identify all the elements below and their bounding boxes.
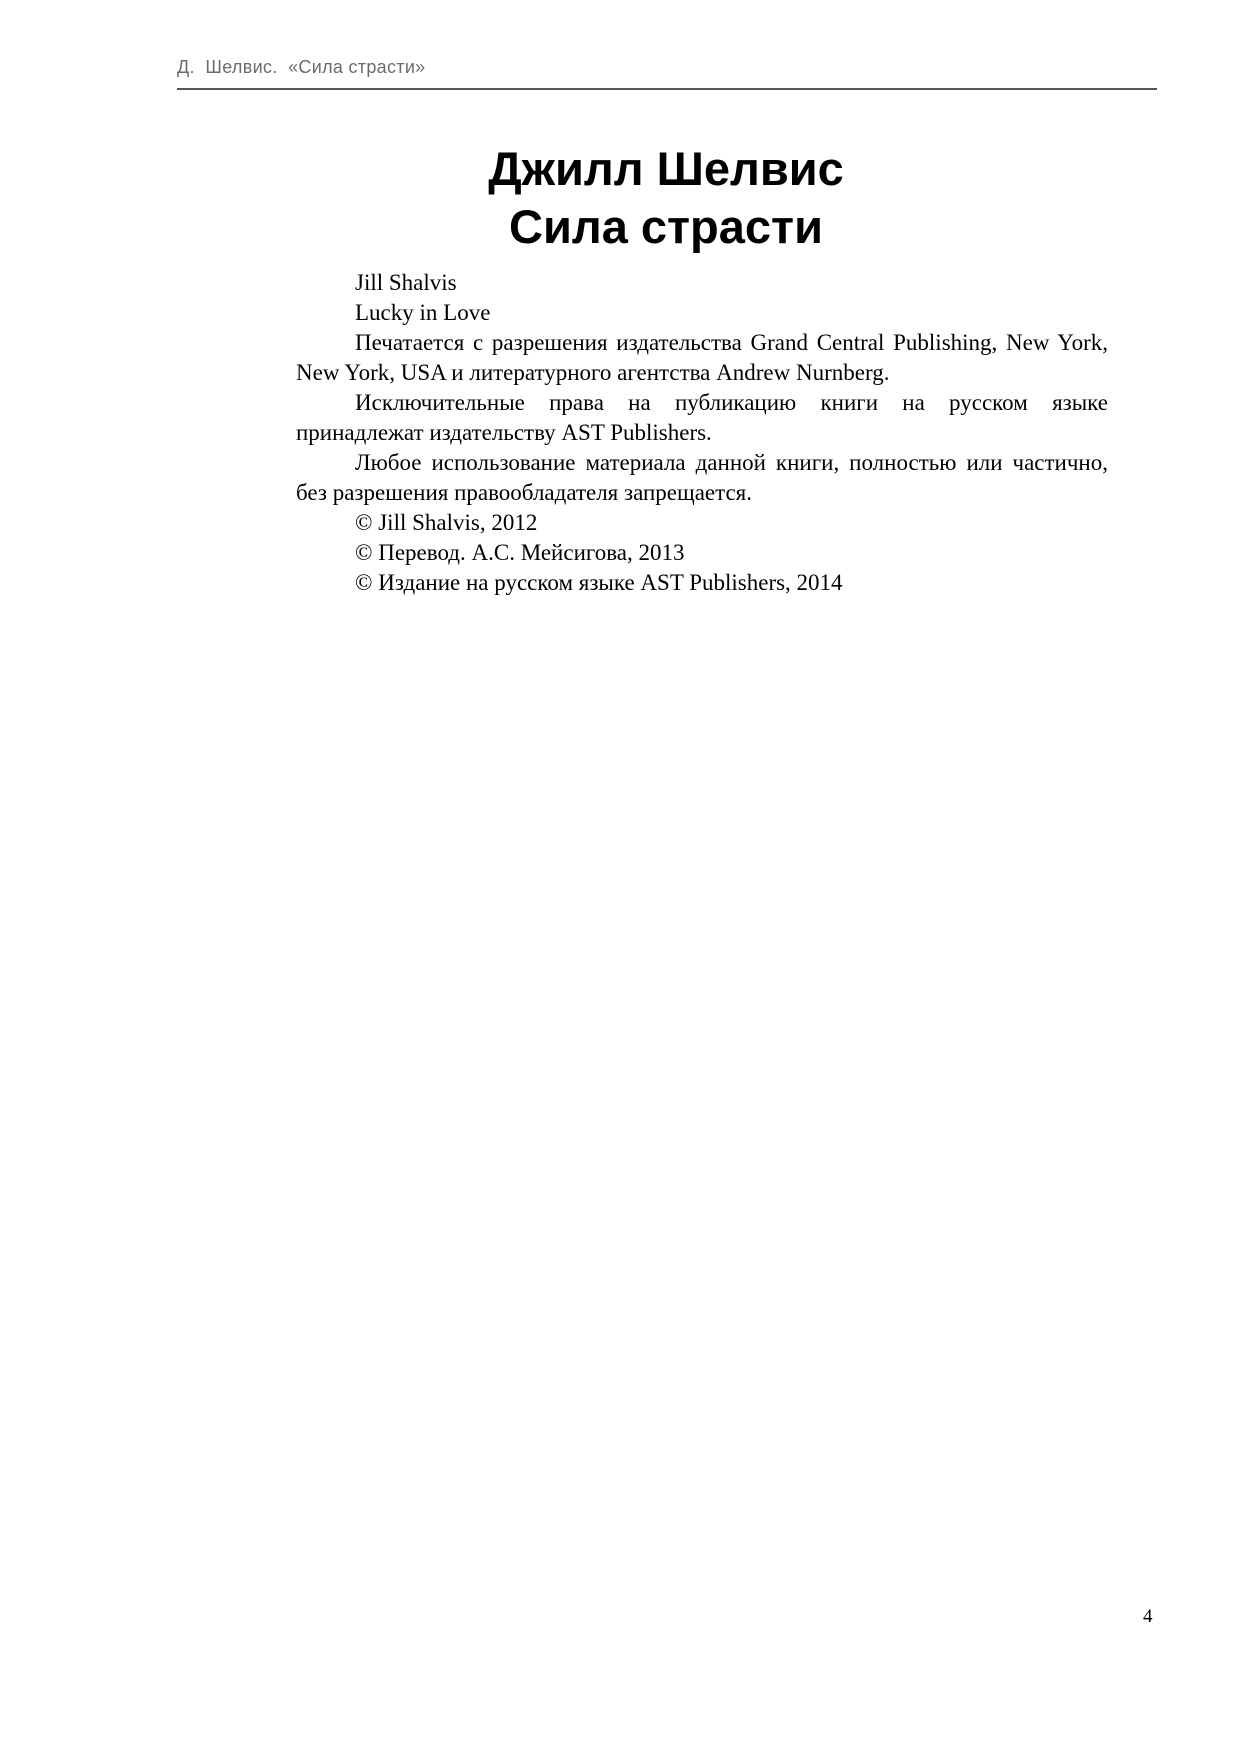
- running-header: Д. Шелвис. «Сила страсти»: [177, 57, 426, 77]
- copyright-translation-line: © Перевод. А.С. Мейсигова, 2013: [355, 540, 685, 565]
- copyright-edition-line: © Издание на русском языке AST Publishers, 2014: [355, 570, 843, 595]
- page-number: 4: [1143, 1606, 1153, 1627]
- copyright-author-line: © Jill Shalvis, 2012: [355, 510, 538, 535]
- publishing-permission-paragraph: Печатается с разрешения издательства Grand Central Publishing, New York, New York, USA и литературного агентства Andrew Nurnberg.: [296, 330, 1108, 385]
- original-title: Lucky in Love: [355, 300, 491, 325]
- book-title: Сила страсти: [509, 200, 823, 253]
- original-author: Jill Shalvis: [355, 270, 457, 295]
- book-title-block: [0, 140, 1241, 256]
- header-divider: [177, 88, 1157, 90]
- copyright-text: [296, 268, 1108, 598]
- author-name: Джилл Шелвис: [488, 142, 844, 195]
- exclusive-rights-paragraph: Исключительные права на публикацию книги на русском языке принадлежат издательству AST Publishers.: [296, 390, 1108, 445]
- usage-restriction-paragraph: Любое использование материала данной книги, полностью или частично, без разрешения правообладателя запрещается.: [296, 450, 1108, 505]
